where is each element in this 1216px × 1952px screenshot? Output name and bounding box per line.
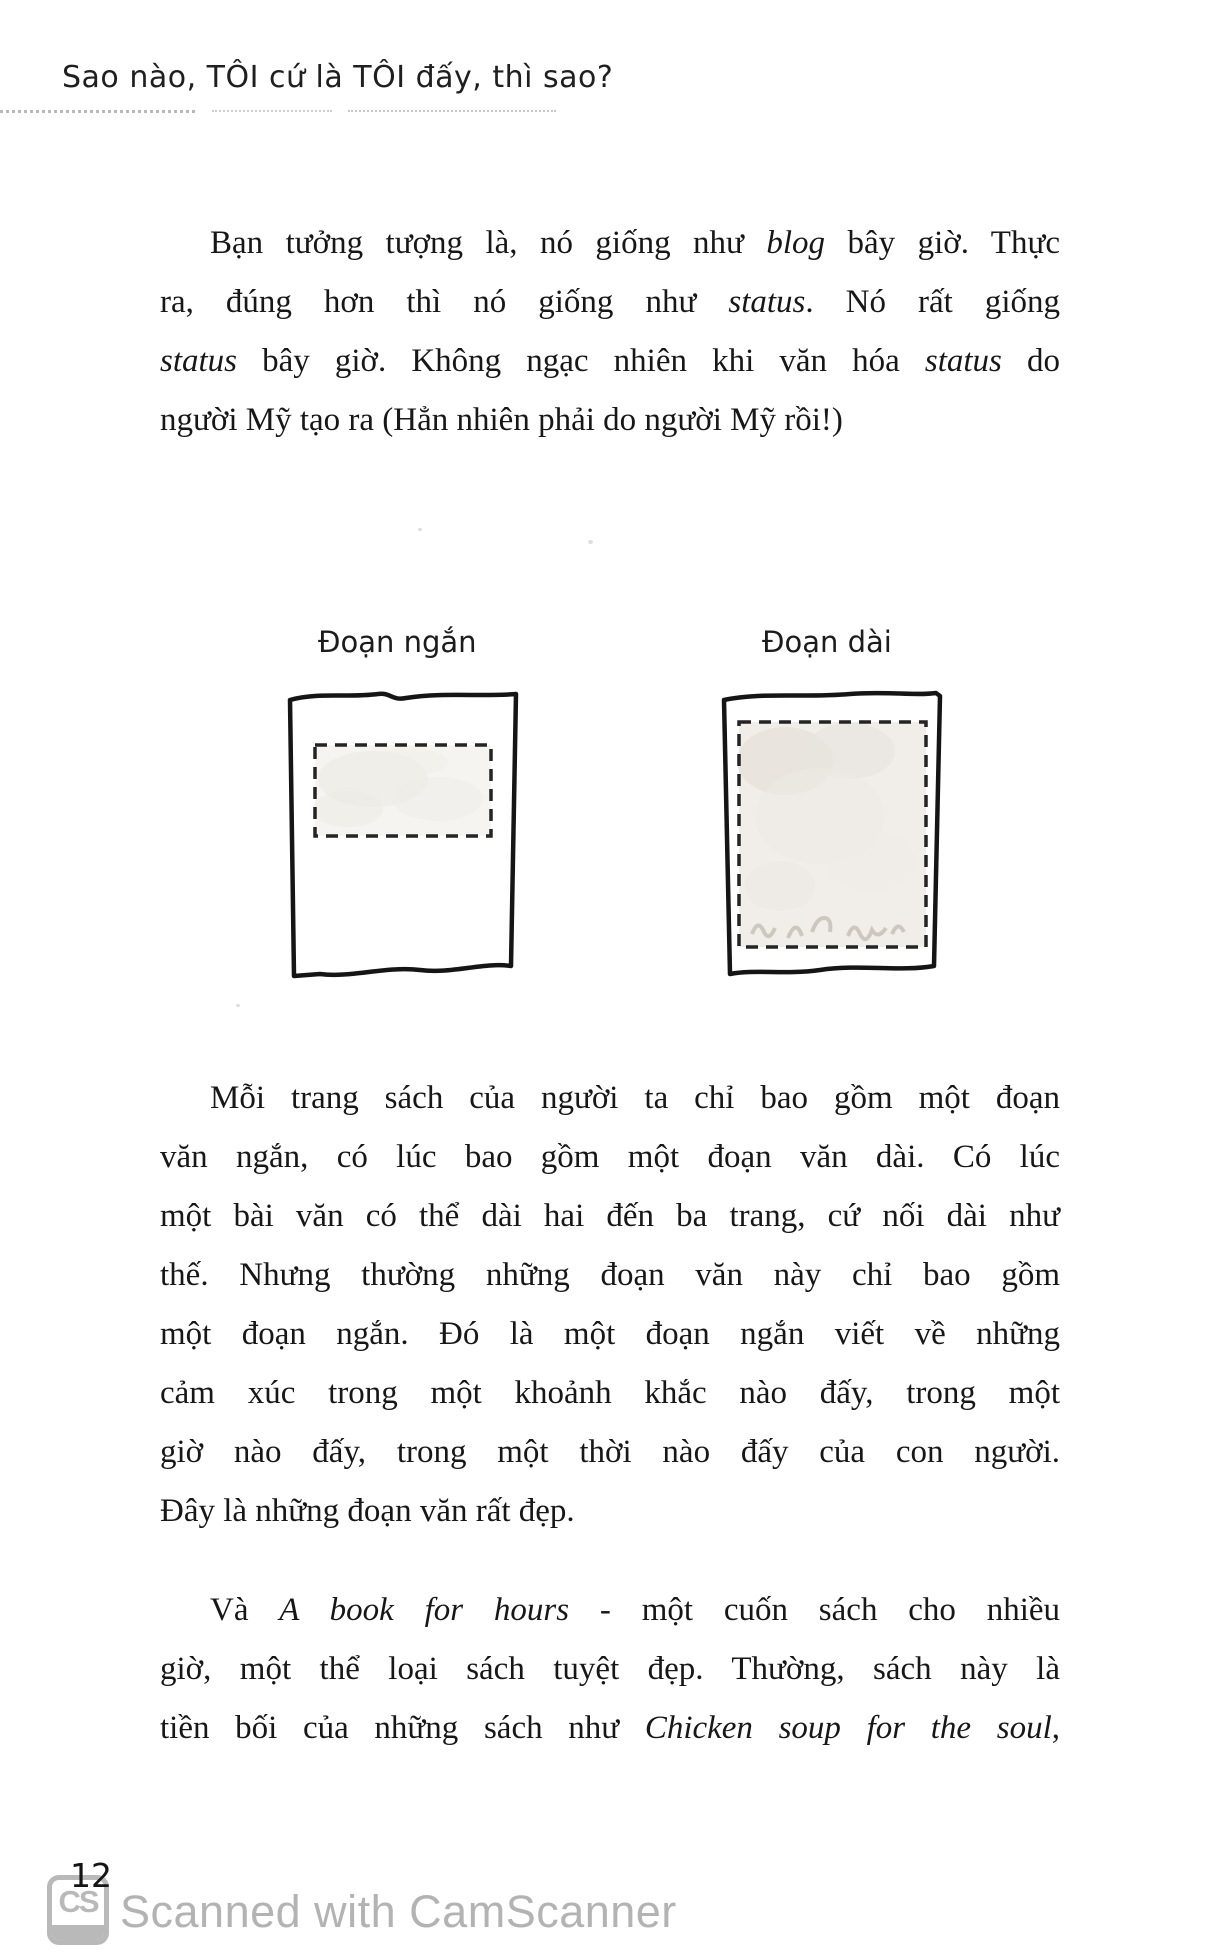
page-number: 12 <box>70 1856 112 1895</box>
italic-text-segment: status <box>160 343 238 379</box>
text-segment: Và <box>210 1592 280 1628</box>
scan-speck <box>236 1004 240 1007</box>
header-dotted-rule <box>348 110 556 112</box>
text-line <box>160 214 1060 273</box>
short-paragraph-page-drawing <box>278 684 524 990</box>
text-line <box>160 273 1060 332</box>
header-dotted-rule <box>212 110 332 112</box>
text-segment: . Nó rất giống <box>805 284 1060 320</box>
scan-speck <box>418 528 422 531</box>
short-text-block <box>313 745 491 836</box>
text-segment: giờ nào đấy, trong một thời nào đấy của con người. <box>160 1434 1060 1470</box>
camscanner-watermark-text: Scanned with CamScanner <box>120 1886 677 1937</box>
text-line <box>160 1482 1060 1541</box>
text-segment: giờ, một thể loại sách tuyệt đẹp. Thường, sách này là <box>160 1651 1060 1687</box>
text-line <box>160 1640 1060 1699</box>
paragraph-book-for-hours <box>160 1581 1060 1758</box>
text-segment: thế. Nhưng thường những đoạn văn này chỉ bao gồm <box>160 1257 1060 1293</box>
figure-label-short-paragraph: Đoạn ngắn <box>318 625 477 659</box>
text-line <box>160 1423 1060 1482</box>
text-line <box>160 1581 1060 1640</box>
text-line <box>160 1305 1060 1364</box>
text-segment: Bạn tưởng tượng là, nó giống như <box>210 225 767 261</box>
text-line <box>160 1069 1060 1128</box>
text-segment: văn ngắn, có lúc bao gồm một đoạn văn dài. Có lúc <box>160 1139 1060 1175</box>
italic-text-segment: status <box>728 284 806 320</box>
italic-text-segment: status <box>924 343 1002 379</box>
text-segment: do <box>1001 343 1061 379</box>
running-header: Sao nào, TÔI cứ là TÔI đấy, thì sao? <box>62 60 614 95</box>
text-line <box>160 1699 1060 1758</box>
text-segment: một bài văn có thể dài hai đến ba trang, cứ nối dài như <box>160 1198 1060 1234</box>
text-line <box>160 391 1060 450</box>
italic-text-segment: A book for hours <box>279 1592 570 1628</box>
text-segment: ra, đúng hơn thì nó giống như <box>160 284 729 320</box>
header-dotted-rule <box>0 110 195 113</box>
italic-text-segment: Chicken soup for the soul <box>644 1710 1052 1746</box>
text-segment: bây giờ. Thực <box>825 225 1060 261</box>
camscanner-logo-band <box>52 1925 104 1940</box>
text-line <box>160 1246 1060 1305</box>
scan-speck <box>588 540 593 544</box>
text-segment: tiền bối của những sách như <box>160 1710 645 1746</box>
camscanner-logo-letters: CS <box>58 1884 98 1919</box>
paragraph-page-contents <box>160 1069 1060 1541</box>
text-line <box>160 1364 1060 1423</box>
text-segment: Mỗi trang sách của người ta chỉ bao gồm một đoạn <box>210 1080 1060 1116</box>
text-segment: cảm xúc trong một khoảnh khắc nào đấy, trong một <box>160 1375 1060 1411</box>
text-segment: người Mỹ tạo ra (Hẳn nhiên phải do người Mỹ rồi!) <box>160 402 843 438</box>
figure-label-long-paragraph: Đoạn dài <box>762 625 892 659</box>
long-text-block <box>737 722 926 947</box>
text-segment: , <box>1051 1710 1060 1746</box>
text-line <box>160 332 1060 391</box>
long-paragraph-page-drawing <box>710 686 946 992</box>
text-segment: bây giờ. Không ngạc nhiên khi văn hóa <box>237 343 925 379</box>
text-line <box>160 1128 1060 1187</box>
text-line <box>160 1187 1060 1246</box>
text-segment: một đoạn ngắn. Đó là một đoạn ngắn viết về những <box>160 1316 1060 1352</box>
paragraph-blog-status <box>160 214 1060 450</box>
text-segment: Đây là những đoạn văn rất đẹp. <box>160 1493 575 1529</box>
text-segment: - một cuốn sách cho nhiều <box>569 1592 1061 1628</box>
page-layout-illustration <box>0 615 1216 1015</box>
italic-text-segment: blog <box>766 225 826 261</box>
